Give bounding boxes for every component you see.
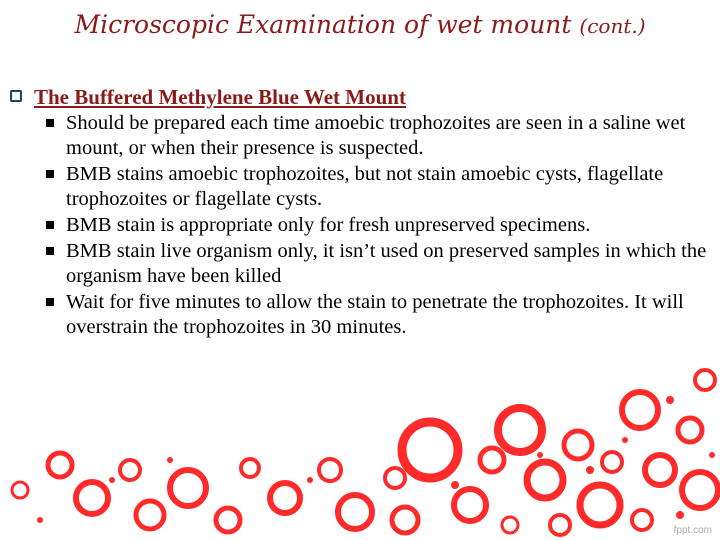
deco-dot [109, 477, 115, 483]
deco-circle [527, 462, 563, 498]
deco-circle [216, 508, 240, 532]
deco-circle [270, 483, 300, 513]
deco-circle [564, 431, 592, 459]
deco-circle [76, 482, 108, 514]
deco-dot [37, 517, 43, 523]
deco-circle [682, 472, 718, 508]
deco-circle [502, 517, 518, 533]
deco-circle [48, 453, 72, 477]
bullet-text: Wait for five minutes to allow the stain to penetrate the trophozoites. It will overstrain the trophozoites in 30 minutes. [66, 291, 684, 338]
deco-circle [241, 459, 259, 477]
deco-circle [678, 418, 702, 442]
deco-circle [338, 495, 372, 529]
deco-circle [498, 408, 542, 452]
bullet-text: BMB stain live organism only, it isn’t used on preserved samples in which the organism have been killed [66, 240, 707, 287]
deco-dot [307, 477, 313, 483]
deco-circle [319, 459, 341, 481]
square-bullet-icon [46, 170, 54, 178]
deco-dot [537, 452, 543, 458]
deco-circle [695, 370, 715, 390]
title-suffix: (cont.) [579, 14, 646, 38]
slide-content [8, 84, 714, 340]
deco-dot [676, 511, 684, 519]
bullet-item [8, 213, 714, 238]
deco-circle [480, 448, 504, 472]
square-bullet-icon [46, 221, 54, 229]
square-bullet-icon [46, 247, 54, 255]
deco-circle [454, 489, 486, 521]
section-heading [8, 84, 714, 110]
deco-circle [170, 470, 206, 506]
bullet-text: BMB stain is appropriate only for fresh unpreserved specimens. [66, 214, 591, 236]
deco-circle [622, 392, 658, 428]
checkbox-square-icon [10, 90, 22, 102]
bullet-text: Should be prepared each time amoebic trophozoites are seen in a saline wet mount, or when their presence is suspected. [66, 112, 686, 159]
square-bullet-icon [46, 298, 54, 306]
deco-circle [602, 452, 622, 472]
deco-circle [580, 485, 620, 525]
deco-dot [666, 396, 674, 404]
deco-dot [622, 437, 628, 443]
deco-circle [632, 510, 652, 530]
deco-circle [550, 515, 570, 535]
title-text: Microscopic Examination of wet mount [74, 10, 572, 39]
deco-circle [120, 460, 140, 480]
bullet-item [8, 239, 714, 289]
deco-circle [385, 468, 405, 488]
deco-circle [12, 482, 28, 498]
section-heading-text: The Buffered Methylene Blue Wet Mount [34, 85, 406, 109]
deco-dot [586, 466, 594, 474]
deco-dot [709, 452, 715, 458]
deco-circle [645, 455, 675, 485]
bullet-text: BMB stains amoebic trophozoites, but not stain amoebic cysts, flagellate trophozoites or flagellate cysts. [66, 163, 664, 210]
bullet-item [8, 111, 714, 161]
bullet-item [8, 290, 714, 340]
bullet-item [8, 162, 714, 212]
slide-title [0, 10, 720, 39]
deco-dot [167, 457, 173, 463]
deco-circle [136, 501, 164, 529]
deco-dot [451, 481, 459, 489]
watermark: fppt.com [673, 525, 712, 536]
bullet-list [8, 111, 714, 340]
deco-circle [402, 422, 458, 478]
square-bullet-icon [46, 119, 54, 127]
deco-circle [392, 507, 418, 533]
